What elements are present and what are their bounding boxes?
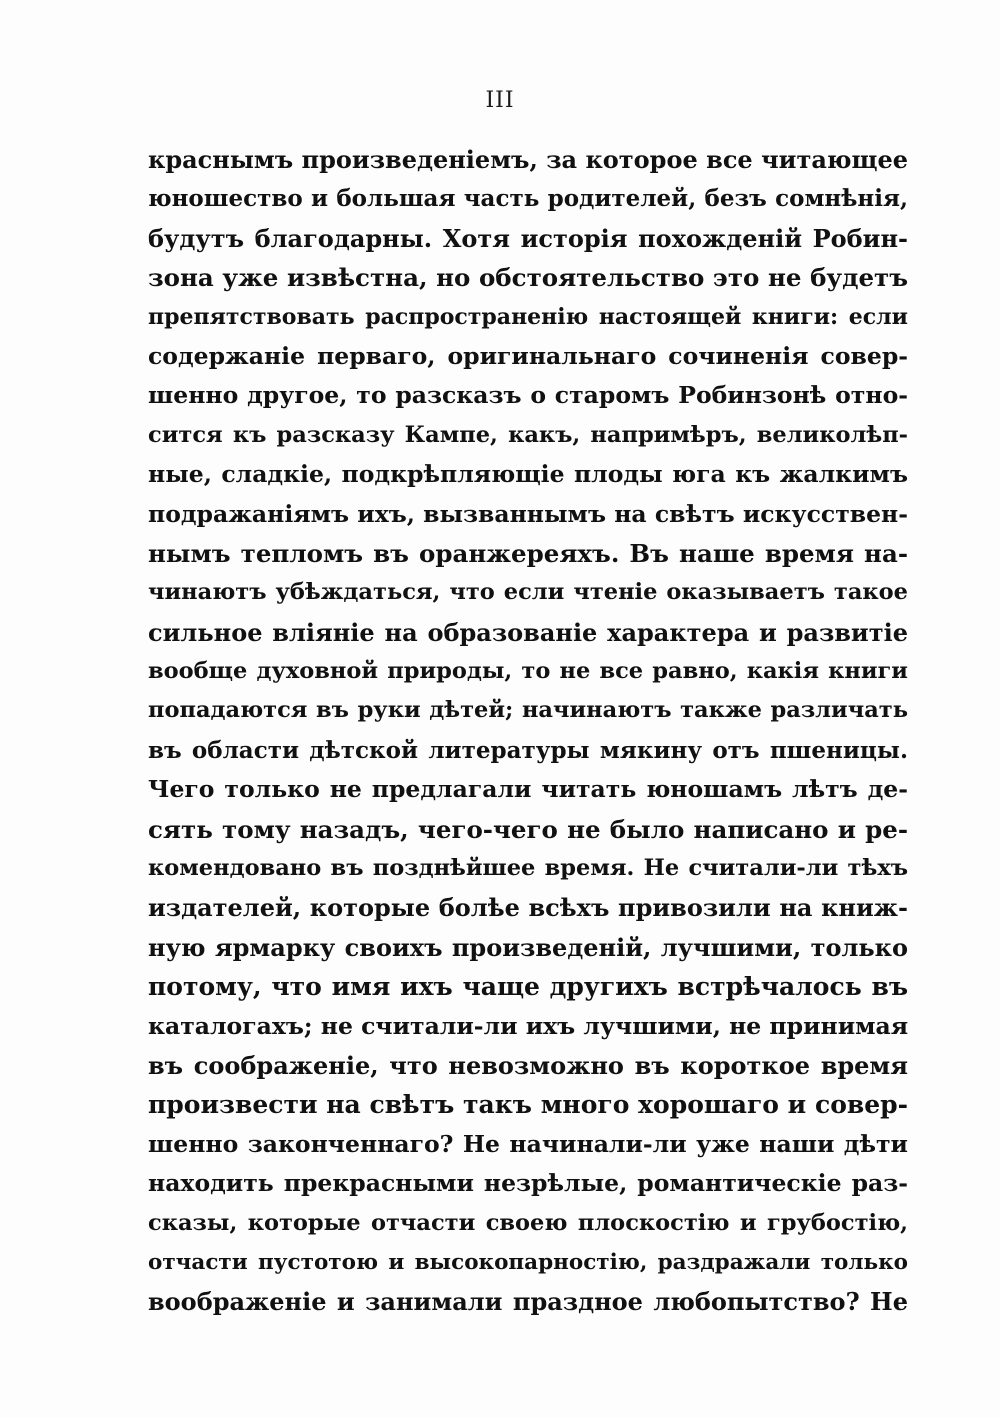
text-line: каталогахъ; не считали-ли ихъ лучшими, не принимая [148,1011,908,1040]
text-line: ные, сладкіе, подкрѣпляющіе плоды юга къ жалкимъ [148,460,908,489]
text-line: чинаютъ убѣждаться, что если чтеніе оказываетъ такое [148,579,908,606]
text-line: вообще духовной природы, то не все равно, какія книги [148,658,908,685]
text-line: въ соображеніе, что невозможно въ короткое время [148,1050,908,1080]
text-line: краснымъ произведеніемъ, за которое все читающее [148,145,908,174]
text-line: находить прекрасными незрѣлые, романтическіе раз- [148,1169,908,1198]
text-line: попадаются въ руки дѣтей; начинаютъ также различать [148,697,908,724]
page-number: III [485,88,515,113]
text-line: нымъ тепломъ въ оранжереяхъ. Въ наше время на- [148,538,908,568]
text-line: отчасти пустотою и высокопарностію, раздражали только [148,1249,908,1275]
text-line: зона уже извѣстна, но обстоятельство это не будетъ [148,263,908,293]
text-line: комендовано въ позднѣйшее время. Не считали-ли тѣхъ [148,855,908,882]
text-line: сказы, которые отчасти своею плоскостію и грубостію, [148,1209,908,1236]
text-line: ную ярмарку своихъ произведеній, лучшими, только [148,932,908,962]
text-line: издателей, которые болѣе всѣхъ привозили на книж- [148,893,908,923]
text-line: будутъ благодарны. Хотя исторія похожденій Робин- [148,223,908,253]
text-line: шенно другое, то разсказъ о старомъ Робинзонѣ отно- [148,381,908,410]
text-line: воображеніе и занимали праздное любопытство? Не [148,1287,908,1317]
text-line: Чего только не предлагали читать юношамъ лѣтъ де- [148,775,908,804]
text-line: юношество и большая часть родителей, безъ сомнѣнія, [148,185,908,213]
text-line: потому, что имя ихъ чаще другихъ встрѣчалось въ [148,972,908,1002]
body-text [148,140,908,1322]
text-line: сять тому назадъ, чего-чего не было написано и ре- [148,814,908,844]
text-line: произвести на свѣтъ такъ много хорошаго и совер- [148,1090,908,1120]
text-line: сильное вліяніе на образованіе характера и развитіе [148,617,908,647]
text-line: шенно законченнаго? Не начинали-ли уже наши дѣти [148,1129,908,1158]
text-line: содержаніе перваго, оригинальнаго сочиненія совер- [148,341,908,370]
text-line: подражаніямъ ихъ, вызваннымъ на свѣтъ искусствен- [148,499,908,528]
text-line: въ области дѣтской литературы мякину отъ пшеницы. [148,736,908,764]
text-line: препятствовать распространенію настоящей книги: если [148,303,908,330]
text-line: сится къ разсказу Кампе, какъ, напримѣръ, великолѣп- [148,421,908,448]
